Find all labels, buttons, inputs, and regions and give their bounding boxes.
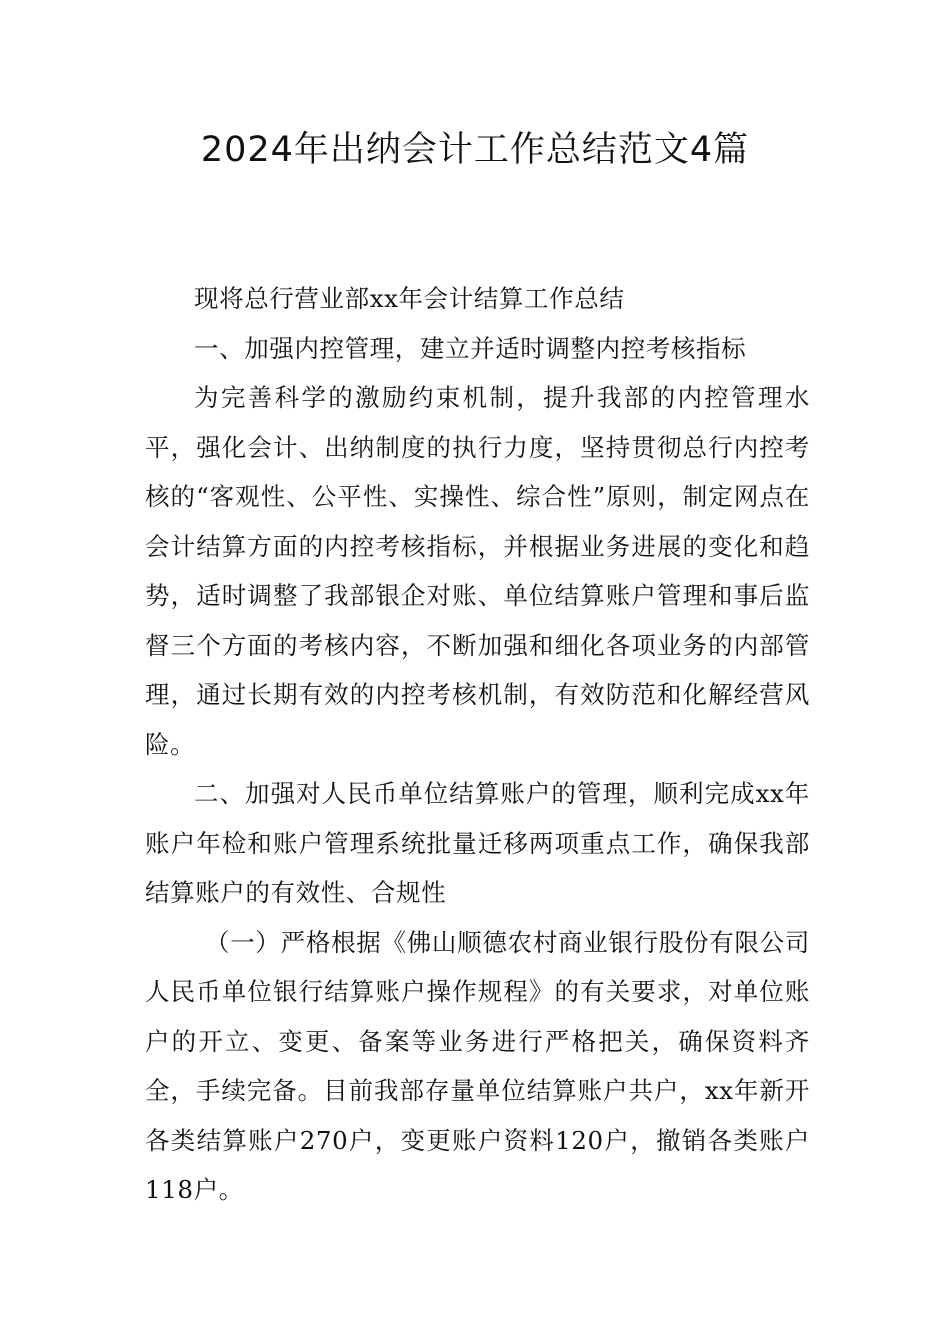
paragraph-section-2-item-1: （一）严格根据《佛山顺德农村商业银行股份有限公司人民币单位银行结算账户操作规程》的有关要求，对单位账户的开立、变更、备案等业务进行严格把关，确保资料齐全，手续完备。目前我部存量单位结算账户共户，xx年新开各类结算账户270户，变更账户资料120户，撤销各类账户118户。 (145, 927, 810, 1204)
paragraph-section-1-body: 为完善科学的激励约束机制，提升我部的内控管理水平，强化会计、出纳制度的执行力度，坚持贯彻总行内控考核的“客观性、公平性、实操性、综合性”原则，制定网点在会计结算方面的内控考核指标，并根据业务进展的变化和趋势，适时调整了我部银企对账、单位结算账户管理和事后监督三个方面的考核内容，不断加强和细化各项业务的内部管理，通过长期有效的内控考核机制，有效防范和化解经营风险。 (145, 383, 810, 759)
document-title: 2024年出纳会计工作总结范文4篇 (200, 130, 750, 170)
paragraph-intro: 现将总行营业部xx年会计结算工作总结 (194, 284, 625, 313)
heading-section-2: 二、加强对人民币单位结算账户的管理，顺利完成xx年账户年检和账户管理系统批量迁移两项重点工作，确保我部结算账户的有效性、合规性 (145, 779, 810, 907)
document-body (145, 274, 810, 1215)
heading-section-1: 一、加强内控管理，建立并适时调整内控考核指标 (194, 333, 747, 363)
